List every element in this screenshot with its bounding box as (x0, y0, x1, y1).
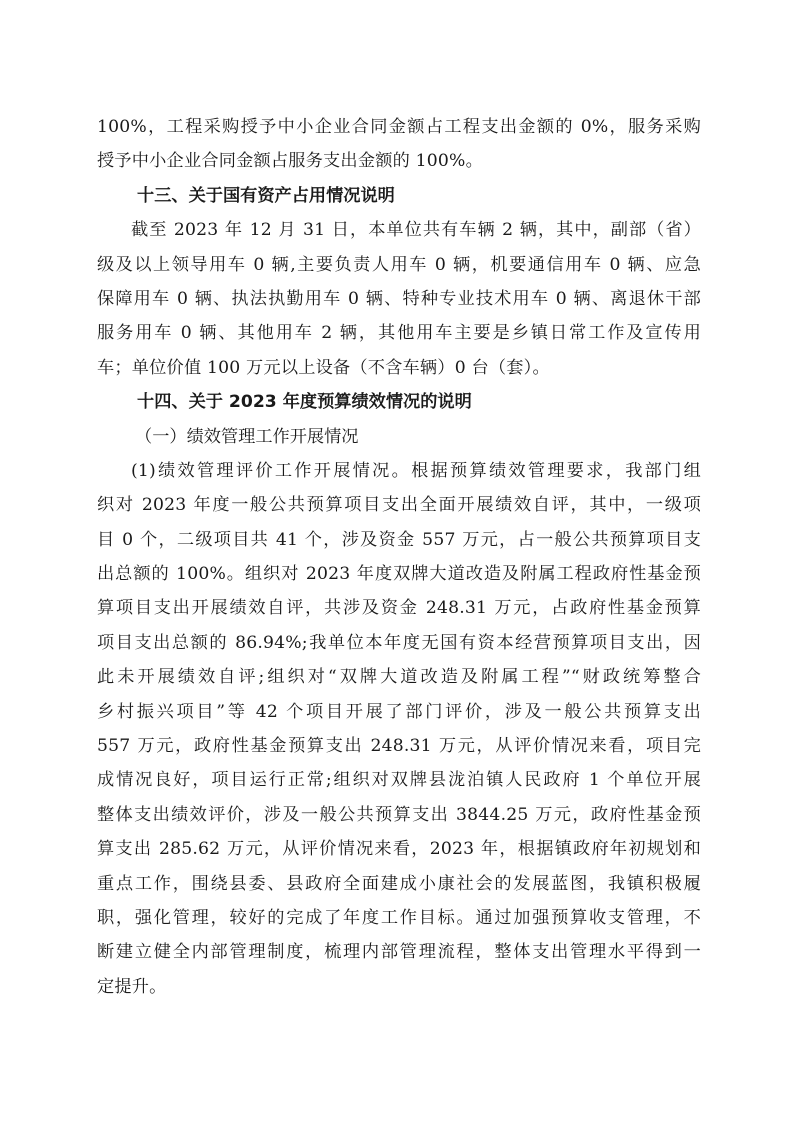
text-line: 断建立健全内部管理制度，梳理内部管理流程，整体支出管理水平得到一 (97, 942, 701, 963)
performance-evaluation-paragraph (97, 454, 701, 1004)
text-line: 织对 2023 年度一般公共预算项目支出全面开展绩效自评，其中，一级项 (97, 495, 701, 516)
text-line: 项目支出总额的 86.94%;我单位本年度无国有资本经营预算项目支出，因 (97, 632, 701, 653)
text-line: 此未开展绩效自评;组织对“双牌大道改造及附属工程”“财政统筹整合 (97, 667, 701, 688)
section-14-heading: 十四、关于 2023 年度预算绩效情况的说明 (137, 392, 472, 413)
text-line: 定提升。 (97, 976, 167, 997)
text-line: 保障用车 0 辆、执法执勤用车 0 辆、特种专业技术用车 0 辆、离退休干部 (97, 288, 701, 309)
text-line: 乡村振兴项目”等 42 个项目开展了部门评价，涉及一般公共预算支出 (97, 701, 701, 722)
text-line: 100%，工程采购授予中小企业合同金额占工程支出金额的 0%，服务采购 (97, 117, 701, 137)
document-page (97, 110, 701, 1004)
text-line: 授予中小企业合同金额占服务支出金额的 100%。 (97, 151, 483, 172)
section-13-heading: 十三、关于国有资产占用情况说明 (137, 185, 395, 206)
text-line: 服务用车 0 辆、其他用车 2 辆，其他用车主要是乡镇日常工作及宣传用 (97, 323, 701, 344)
text-line: 车；单位价值 100 万元以上设备（不含车辆）0 台（套）。 (97, 357, 550, 378)
text-line: 职，强化管理，较好的完成了年度工作目标。通过加强预算收支管理，不 (97, 907, 701, 928)
state-assets-paragraph (97, 213, 701, 385)
text-line: 截至 2023 年 12 月 31 日，本单位共有车辆 2 辆，其中，副部（省） (131, 220, 701, 241)
procurement-paragraph-continuation (97, 110, 701, 179)
text-line: 成情况良好，项目运行正常;组织对双牌县泷泊镇人民政府 1 个单位开展 (97, 770, 701, 791)
text-line: 算项目支出开展绩效自评，共涉及资金 248.31 万元，占政府性基金预算 (97, 598, 701, 619)
text-line: 整体支出绩效评价，涉及一般公共预算支出 3844.25 万元，政府性基金预 (97, 804, 701, 825)
text-line: 出总额的 100%。组织对 2023 年度双牌大道改造及附属工程政府性基金预 (97, 564, 701, 585)
section-14-subheading: （一）绩效管理工作开展情况 (135, 426, 359, 447)
text-line: 算支出 285.62 万元，从评价情况来看，2023 年，根据镇政府年初规划和 (97, 839, 701, 860)
text-line: (1)绩效管理评价工作开展情况。根据预算绩效管理要求，我部门组 (131, 460, 701, 481)
text-line: 级及以上领导用车 0 辆,主要负责人用车 0 辆，机要通信用车 0 辆、应急 (97, 254, 701, 275)
text-line: 目 0 个，二级项目共 41 个，涉及资金 557 万元，占一般公共预算项目支 (97, 529, 701, 550)
text-line: 重点工作，围绕县委、县政府全面建成小康社会的发展蓝图，我镇积极履 (97, 873, 701, 894)
text-line: 557 万元，政府性基金预算支出 248.31 万元，从评价情况来看，项目完 (97, 736, 701, 757)
